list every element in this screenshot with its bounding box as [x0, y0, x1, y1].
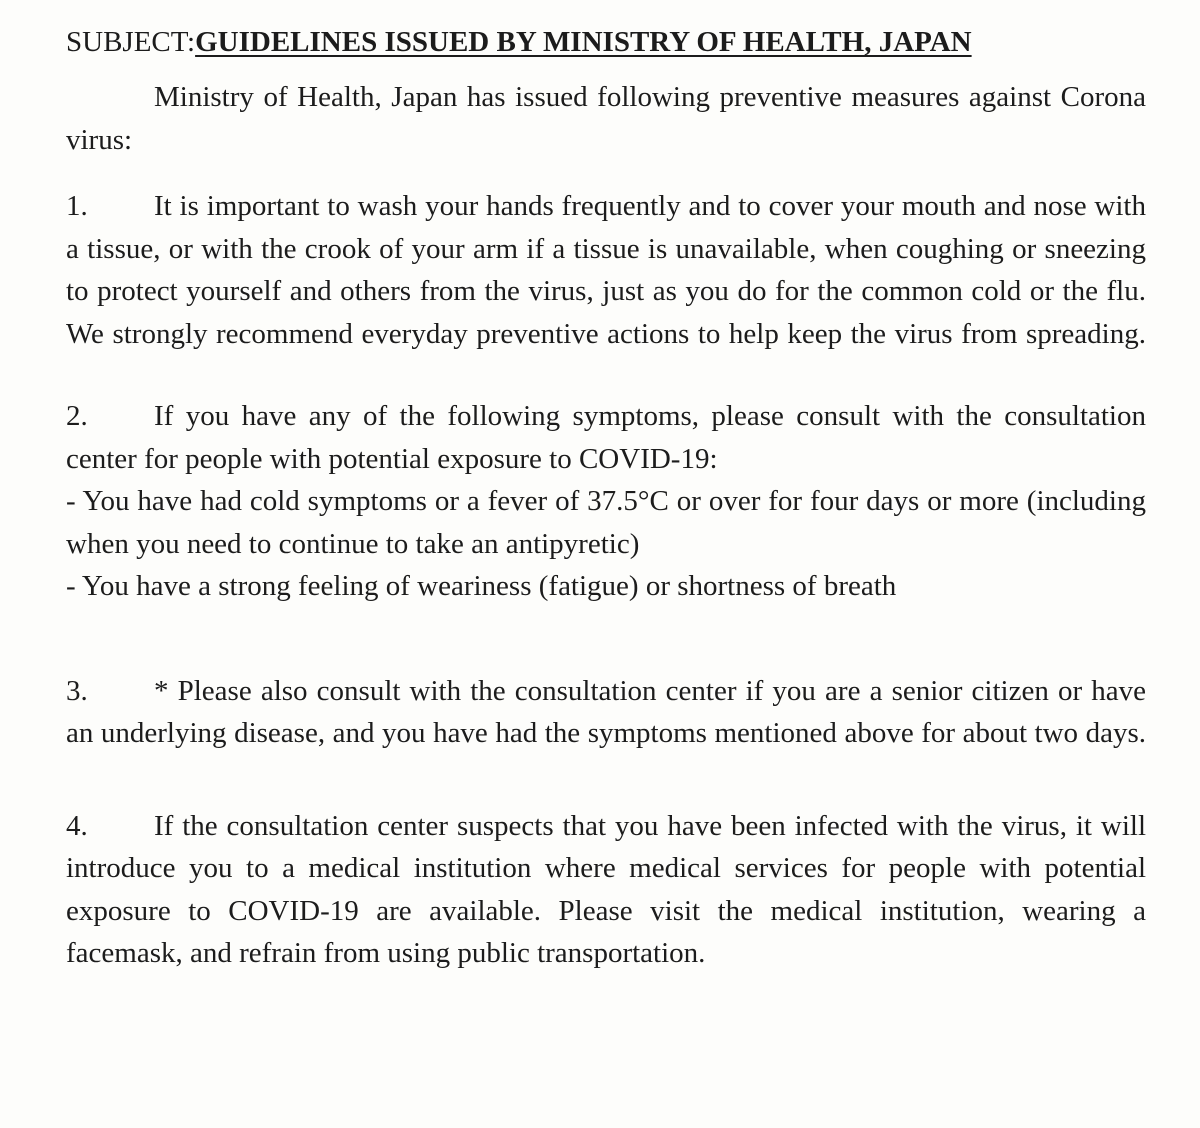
item-text: It is important to wash your hands frequently and to cover your mouth and nose with a tissue, or with the crook of your arm if a tissue is unavailable, when coughing or sneezing to protect yourself and others from the virus, just as you do for the common cold or the flu. We strongly recommend everyday preventive actions to help keep the virus from spreading.: [66, 190, 1146, 350]
item-text: * Please also consult with the consultation center if you are a senior citizen or have an underlying disease, and you have had the symptoms mentioned above for about two days.: [66, 674, 1146, 749]
intro-paragraph: Ministry of Health, Japan has issued following preventive measures against Corona virus:: [66, 81, 1146, 156]
symptom-bullet-fatigue: - You have a strong feeling of weariness (fatigue) or shortness of breath: [66, 570, 897, 602]
guideline-item-3: [66, 670, 1146, 755]
symptom-bullet-fever: - You have had cold symptoms or a fever of 37.5°C or over for four days or more (including when you need to continue to take an antipyretic): [66, 485, 1146, 560]
guideline-item-2: [66, 395, 1146, 480]
item-text: If you have any of the following symptoms, please consult with the consultation center for people with potential exposure to COVID-19:: [66, 400, 1146, 475]
subject-line: [66, 22, 1146, 62]
item-number: 3.: [66, 674, 88, 707]
item-text: If the consultation center suspects that you have been infected with the virus, it will introduce you to a medical institution where medical services for people with potential exposure to COVID-19 are available. Please visit the medical institution, wearing a facemask, and refrain from using public transportation.: [66, 809, 1146, 969]
subject-title: GUIDELINES ISSUED BY MINISTRY OF HEALTH, JAPAN: [195, 26, 972, 58]
guideline-item-4: [66, 805, 1146, 975]
item-number: 1.: [66, 190, 88, 222]
subject-label: SUBJECT:: [66, 26, 196, 58]
item-number: 2.: [66, 400, 88, 432]
item-number: 4.: [66, 809, 88, 842]
guideline-item-1: [66, 185, 1146, 355]
